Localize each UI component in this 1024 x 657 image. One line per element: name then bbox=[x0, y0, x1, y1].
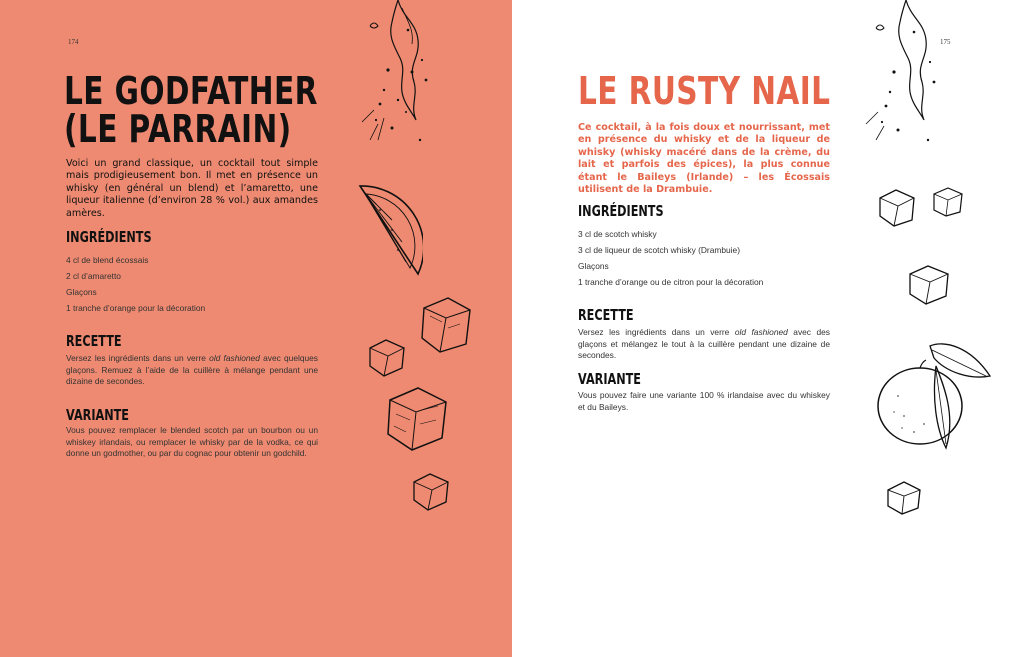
recipe-title-rusty-nail: LE RUSTY NAIL bbox=[578, 69, 831, 113]
list-item: 1 tranche d’orange pour la décoration bbox=[66, 303, 206, 313]
recipe-heading: RECETTE bbox=[578, 306, 634, 324]
ingredients-heading: INGRÉDIENTS bbox=[578, 202, 664, 220]
list-item: Glaçons bbox=[66, 287, 97, 297]
recipe-text-italic: old fashioned bbox=[734, 327, 788, 337]
orange-slice-icon bbox=[348, 182, 423, 282]
ice-cube-icon bbox=[366, 336, 408, 378]
variant-text: Vous pouvez faire une variante 100 % irlandaise avec du whiskey et du Baileys. bbox=[578, 390, 830, 412]
title-line-2: (LE PARRAIN) bbox=[64, 107, 292, 151]
ice-cube-icon bbox=[884, 478, 924, 518]
list-item: 2 cl d’amaretto bbox=[66, 271, 121, 281]
title-line-1: LE GODFATHER bbox=[64, 69, 318, 113]
ingredients-list bbox=[578, 228, 763, 292]
page-number-right: 175 bbox=[940, 38, 951, 46]
ice-cube-icon bbox=[418, 294, 474, 356]
recipe-text bbox=[66, 353, 318, 388]
variant-text: Vous pouvez remplacer le blended scotch par un bourbon ou un whiskey irlandais, ou remplacer le whisky par de la vodka, ce qui donne un godmother, ou par du cognac pour obtenir un godchild. bbox=[66, 425, 318, 459]
liquid-splash-icon bbox=[358, 0, 448, 150]
list-item: 3 cl de liqueur de scotch whisky (Drambuie) bbox=[578, 245, 740, 255]
ingredients-list bbox=[66, 254, 205, 318]
variant-heading: VARIANTE bbox=[66, 406, 129, 424]
recipe-title-godfather bbox=[64, 69, 318, 151]
recipe-intro: Ce cocktail, à la fois doux et nourrissant, met en présence du whisky et de la liqueur de whisky (whisky macéré dans de la crème, du lait et parfois des épices), la plus connue étant le Baileys (Irlande) – les Écossais utilisent de la Drambuie. bbox=[578, 122, 830, 196]
recipe-text-end: avec des glaçons et mélangez le tout à la cuillère pendant une dizaine de secondes. bbox=[578, 327, 830, 361]
recipe-text bbox=[578, 327, 830, 362]
page-number-left: 174 bbox=[68, 38, 79, 46]
recipe-text-italic: old fashioned bbox=[209, 353, 260, 363]
list-item: 3 cl de scotch whisky bbox=[578, 229, 657, 239]
ice-cube-icon bbox=[876, 186, 918, 230]
ice-cube-icon bbox=[930, 184, 966, 220]
ice-cube-icon bbox=[410, 470, 452, 512]
ingredients-heading: INGRÉDIENTS bbox=[66, 228, 152, 246]
list-item: Glaçons bbox=[578, 261, 609, 271]
list-item: 1 tranche d’orange ou de citron pour la décoration bbox=[578, 277, 764, 287]
recipe-text-start: Versez les ingrédients dans un verre bbox=[66, 353, 210, 363]
variant-heading: VARIANTE bbox=[578, 370, 641, 388]
right-page bbox=[512, 0, 1024, 657]
recipe-intro: Voici un grand classique, un cocktail tout simple mais prodigieusement bon. Il met en présence un whisky (en général un blend) et l’amaretto, une liqueur italienne (d’environ 28 % vol.) aux amandes amères. bbox=[66, 158, 318, 219]
list-item: 4 cl de blend écossais bbox=[66, 255, 149, 265]
lemon-icon bbox=[874, 336, 996, 454]
recipe-text-end: avec quelques glaçons. Remuez à l’aide de la cuillère à mélange pendant une dizaine de secondes. bbox=[66, 353, 318, 387]
ice-cube-icon bbox=[384, 384, 450, 454]
ice-cube-icon bbox=[906, 262, 952, 308]
recipe-heading: RECETTE bbox=[66, 332, 122, 350]
recipe-text-start: Versez les ingrédients dans un verre bbox=[578, 327, 735, 337]
liquid-splash-icon bbox=[862, 0, 952, 150]
